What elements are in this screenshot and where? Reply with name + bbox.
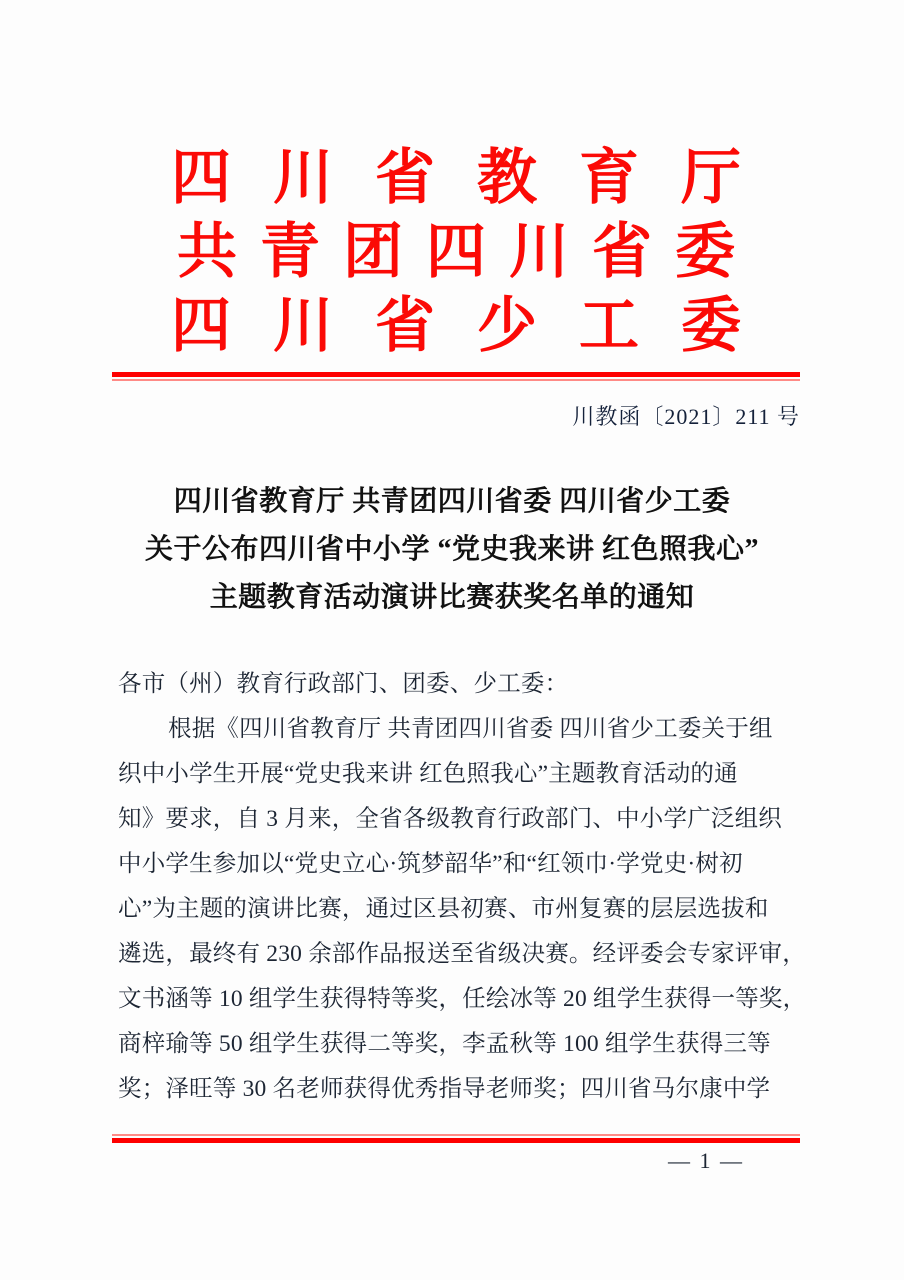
header-red-rule [112,372,800,381]
body-line: 知》要求，自 3 月来，全省各级教育行政部门、中小学广泛组织 [118,806,782,832]
footer-red-rule [112,1134,800,1143]
title-line-1: 四川省教育厅 共青团四川省委 四川省少工委 [173,486,731,517]
body-line: 遴选，最终有 230 余部作品报送至省级决赛。经评委会专家评审， [118,941,806,967]
document-title [100,478,804,622]
page-number: — 1 — [668,1148,744,1173]
body-line: 中小学生参加以“党史立心·筑梦韶华”和“红领巾·学党史·树初 [118,851,743,877]
body-line: 文书涵等 10 组学生获得特等奖，任绘冰等 20 组学生获得一等奖， [118,986,807,1012]
letterhead [112,145,800,359]
title-line-3: 主题教育活动演讲比赛获奖名单的通知 [209,582,695,613]
document-number: 川教函〔2021〕211 号 [572,404,800,429]
title-line-2: 关于公布四川省中小学 “党史我来讲 红色照我心” [144,534,759,565]
body-salutation: 各市（州）教育行政部门、团委、少工委： [118,671,569,697]
body-line: 奖；泽旺等 30 名老师获得优秀指导老师奖；四川省马尔康中学 [118,1076,771,1102]
footer-rule-thick-bar [112,1138,800,1143]
document-body [118,662,807,1112]
header-rule-thin-bar [112,379,800,381]
body-line: 心”为主题的演讲比赛，通过区县初赛、市州复赛的层层选拔和 [118,896,769,922]
body-line: 根据《四川省教育厅 共青团四川省委 四川省少工委关于组 [168,716,773,742]
body-line: 商梓瑜等 50 组学生获得二等奖，李孟秋等 100 组学生获得三等 [118,1031,771,1057]
letterhead-line-3: 四川省少工委 [171,293,783,359]
body-line: 织中小学生开展“党史我来讲 红色照我心”主题教育活动的通 [118,761,738,787]
letterhead-line-1: 四川省教育厅 [171,145,783,211]
letterhead-line-2: 共青团四川省委 [177,219,758,285]
